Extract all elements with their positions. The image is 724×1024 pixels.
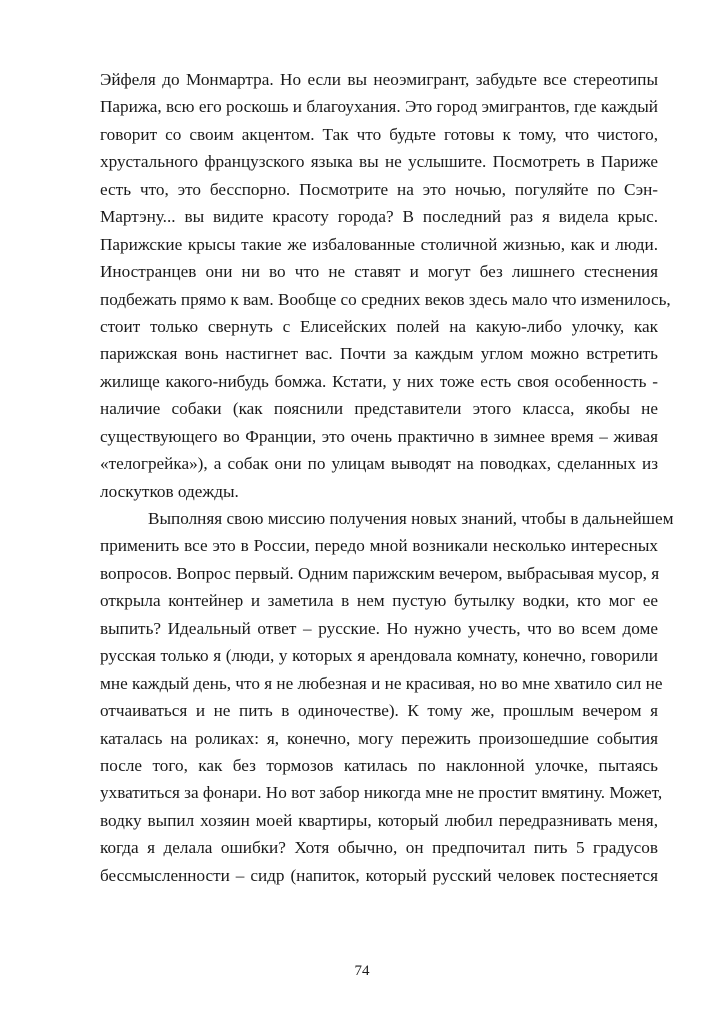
text-line: ухватиться за фонари. Но вот забор никогда мне не простит вмятину. Может, — [100, 783, 663, 803]
text-line: после того, как без тормозов катилась по наклонной улочке, пытаясь — [100, 755, 658, 775]
paragraph-2 — [100, 505, 674, 889]
text-line: мне каждый день, что я не любезная и не красивая, но во мне хватило сил не — [100, 673, 663, 693]
text-line: есть что, это бесспорно. Посмотрите на это ночью, погуляйте по Сэн- — [100, 179, 658, 199]
text-line: вопросов. Вопрос первый. Одним парижским вечером, выбрасывая мусор, я — [100, 563, 660, 583]
text-line: подбежать прямо к вам. Вообще со средних веков здесь мало что изменилось, — [100, 289, 671, 309]
text-line: говорит со своим акцентом. Так что будьте готовы к тому, что чистого, — [100, 124, 658, 144]
text-line: Иностранцев они ни во что не ставят и могут без лишнего стеснения — [100, 262, 658, 282]
text-line: каталась на роликах: я, конечно, могу пережить произошедшие события — [100, 728, 658, 748]
text-line: стоит только свернуть с Елисейских полей на какую-либо улочку, как — [100, 316, 658, 336]
text-line: Парижские крысы такие же избалованные столичной жизнью, как и люди. — [100, 234, 658, 254]
page-number: 74 — [354, 963, 370, 979]
text-line: Парижа, всю его роскошь и благоухания. Это город эмигрантов, где каждый — [100, 97, 658, 117]
text-line: выпить? Идеальный ответ – русские. Но нужно учесть, что во всем доме — [100, 618, 658, 638]
text-line: жилище какого-нибудь бомжа. Кстати, у них тоже есть своя особенность - — [100, 371, 658, 391]
text-line: Выполняя свою миссию получения новых знаний, чтобы в дальнейшем — [148, 509, 674, 528]
text-line: Эйфеля до Монмартра. Но если вы неоэмигрант, забудьте все стереотипы — [100, 70, 658, 89]
text-line: бессмысленности – сидр (напиток, который русский человек постесняется — [100, 865, 658, 885]
text-line: открыла контейнер и заметила в нем пустую бутылку водки, кто мог ее — [100, 591, 658, 611]
text-line: отчаиваться и не пить в одиночестве). К тому же, прошлым вечером я — [100, 701, 658, 721]
body-text — [100, 66, 674, 889]
text-line: лоскутков одежды. — [100, 481, 239, 501]
text-line: водку выпил хозяин моей квартиры, который любил передразнивать меня, — [100, 810, 658, 830]
text-line: когда я делала ошибки? Хотя обычно, он предпочитал пить 5 градусов — [100, 838, 658, 858]
text-line: наличие собаки (как пояснили представители этого класса, якобы не — [100, 399, 658, 419]
text-line: применить все это в России, передо мной возникали несколько интересных — [100, 536, 658, 556]
text-line: «телогрейка»), а собак они по улицам выводят на поводках, сделанных из — [100, 454, 658, 474]
text-line: Мартэну... вы видите красоту города? В последний раз я видела крыс. — [100, 207, 658, 227]
text-line: существующего во Франции, это очень практично в зимнее время – живая — [100, 426, 658, 446]
text-line: хрустального французского языка вы не услышите. Посмотреть в Париже — [100, 152, 658, 172]
text-line: парижская вонь настигнет вас. Почти за каждым углом можно встретить — [100, 344, 658, 364]
text-line: русская только я (люди, у которых я арендовала комнату, конечно, говорили — [100, 646, 658, 666]
paragraph-1 — [100, 66, 671, 505]
